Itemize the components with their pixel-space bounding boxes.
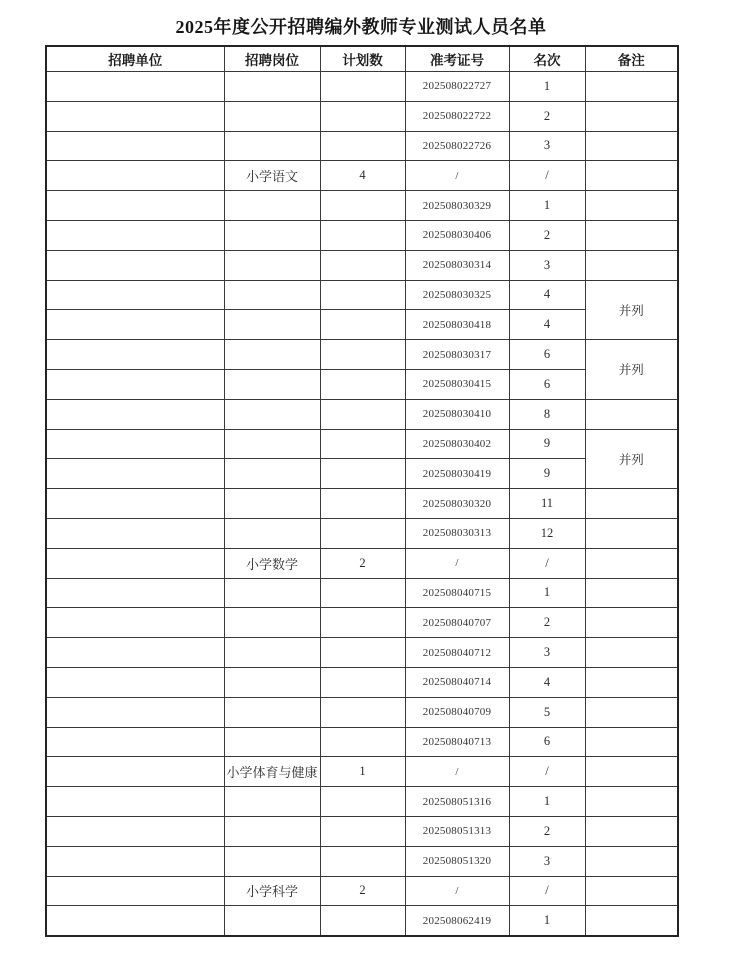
cell-rank: 11 bbox=[509, 489, 585, 519]
cell-rank: 5 bbox=[509, 697, 585, 727]
table-row bbox=[46, 667, 678, 697]
table-row bbox=[46, 608, 678, 638]
cell-position bbox=[224, 369, 320, 399]
cell-plan bbox=[320, 369, 405, 399]
table-row bbox=[46, 340, 678, 370]
cell-rank: 9 bbox=[509, 459, 585, 489]
cell-ticket: 202508022727 bbox=[405, 72, 509, 102]
cell-plan bbox=[320, 340, 405, 370]
cell-ticket: 202508051316 bbox=[405, 787, 509, 817]
cell-plan bbox=[320, 220, 405, 250]
cell-rank: 1 bbox=[509, 578, 585, 608]
page-title: 2025年度公开招聘编外教师专业测试人员名单 bbox=[175, 17, 547, 37]
cell-plan: 1 bbox=[320, 757, 405, 787]
table-row bbox=[46, 906, 678, 936]
cell-plan bbox=[320, 72, 405, 102]
cell-position bbox=[224, 727, 320, 757]
cell-rank: 3 bbox=[509, 846, 585, 876]
cell-plan: 2 bbox=[320, 548, 405, 578]
cell-remark bbox=[585, 578, 678, 608]
header-unit: 招聘单位 bbox=[46, 46, 224, 72]
cell-rank: 1 bbox=[509, 72, 585, 102]
cell-ticket: 202508030419 bbox=[405, 459, 509, 489]
table-row bbox=[46, 161, 678, 191]
cell-plan bbox=[320, 280, 405, 310]
cell-rank: 1 bbox=[509, 906, 585, 936]
cell-unit bbox=[46, 161, 224, 191]
header-remark: 备注 bbox=[585, 46, 678, 72]
cell-plan bbox=[320, 667, 405, 697]
roster-table bbox=[45, 45, 679, 937]
cell-rank: / bbox=[509, 757, 585, 787]
cell-ticket: 202508030325 bbox=[405, 280, 509, 310]
cell-position bbox=[224, 250, 320, 280]
cell-remark bbox=[585, 787, 678, 817]
cell-plan bbox=[320, 250, 405, 280]
table-row bbox=[46, 310, 678, 340]
cell-plan: 2 bbox=[320, 876, 405, 906]
cell-rank: 4 bbox=[509, 667, 585, 697]
table-row bbox=[46, 816, 678, 846]
table-row bbox=[46, 369, 678, 399]
cell-remark bbox=[585, 489, 678, 519]
cell-plan bbox=[320, 429, 405, 459]
cell-rank: 2 bbox=[509, 220, 585, 250]
cell-position bbox=[224, 220, 320, 250]
cell-ticket: 202508040712 bbox=[405, 638, 509, 668]
table-row bbox=[46, 727, 678, 757]
table-row bbox=[46, 220, 678, 250]
cell-unit bbox=[46, 340, 224, 370]
cell-ticket: / bbox=[405, 757, 509, 787]
cell-plan bbox=[320, 697, 405, 727]
cell-position bbox=[224, 191, 320, 221]
cell-unit bbox=[46, 667, 224, 697]
header-ticket: 准考证号 bbox=[405, 46, 509, 72]
cell-remark bbox=[585, 518, 678, 548]
cell-position bbox=[224, 787, 320, 817]
cell-ticket: 202508022726 bbox=[405, 131, 509, 161]
cell-ticket: / bbox=[405, 876, 509, 906]
cell-position bbox=[224, 906, 320, 936]
cell-ticket: 202508062419 bbox=[405, 906, 509, 936]
cell-plan bbox=[320, 578, 405, 608]
cell-remark bbox=[585, 697, 678, 727]
cell-ticket: 202508040709 bbox=[405, 697, 509, 727]
cell-ticket: 202508030320 bbox=[405, 489, 509, 519]
table-row bbox=[46, 429, 678, 459]
cell-unit bbox=[46, 459, 224, 489]
cell-ticket: 202508030415 bbox=[405, 369, 509, 399]
cell-remark: 并列 bbox=[585, 280, 678, 340]
table-row bbox=[46, 518, 678, 548]
cell-position: 小学数学 bbox=[224, 548, 320, 578]
cell-ticket: 202508022722 bbox=[405, 101, 509, 131]
cell-rank: 6 bbox=[509, 727, 585, 757]
table-row bbox=[46, 131, 678, 161]
cell-remark bbox=[585, 876, 678, 906]
cell-remark bbox=[585, 72, 678, 102]
cell-remark bbox=[585, 757, 678, 787]
cell-unit bbox=[46, 220, 224, 250]
cell-position bbox=[224, 846, 320, 876]
table-row bbox=[46, 399, 678, 429]
cell-position bbox=[224, 340, 320, 370]
cell-unit bbox=[46, 280, 224, 310]
table-body bbox=[46, 72, 678, 937]
cell-position bbox=[224, 518, 320, 548]
cell-rank: 12 bbox=[509, 518, 585, 548]
cell-rank: 2 bbox=[509, 101, 585, 131]
header-rank: 名次 bbox=[509, 46, 585, 72]
header-plan: 计划数 bbox=[320, 46, 405, 72]
cell-unit bbox=[46, 727, 224, 757]
cell-unit bbox=[46, 876, 224, 906]
cell-unit bbox=[46, 101, 224, 131]
cell-remark bbox=[585, 846, 678, 876]
cell-position: 小学体育与健康 bbox=[224, 757, 320, 787]
cell-position bbox=[224, 667, 320, 697]
cell-unit bbox=[46, 846, 224, 876]
cell-ticket: / bbox=[405, 548, 509, 578]
table-row bbox=[46, 578, 678, 608]
cell-position: 小学科学 bbox=[224, 876, 320, 906]
cell-remark bbox=[585, 131, 678, 161]
cell-unit bbox=[46, 399, 224, 429]
cell-remark bbox=[585, 101, 678, 131]
cell-remark bbox=[585, 220, 678, 250]
cell-ticket: 202508030313 bbox=[405, 518, 509, 548]
table-row bbox=[46, 787, 678, 817]
cell-remark bbox=[585, 191, 678, 221]
cell-unit bbox=[46, 548, 224, 578]
table-row bbox=[46, 548, 678, 578]
cell-ticket: 202508051320 bbox=[405, 846, 509, 876]
cell-plan bbox=[320, 310, 405, 340]
cell-ticket: 202508040715 bbox=[405, 578, 509, 608]
cell-position bbox=[224, 697, 320, 727]
cell-ticket: 202508040714 bbox=[405, 667, 509, 697]
cell-position bbox=[224, 399, 320, 429]
cell-unit bbox=[46, 578, 224, 608]
cell-position: 小学语文 bbox=[224, 161, 320, 191]
table-row bbox=[46, 757, 678, 787]
cell-remark: 并列 bbox=[585, 340, 678, 400]
cell-remark bbox=[585, 161, 678, 191]
cell-plan bbox=[320, 906, 405, 936]
table-row bbox=[46, 489, 678, 519]
cell-rank: / bbox=[509, 876, 585, 906]
cell-plan bbox=[320, 191, 405, 221]
cell-position bbox=[224, 72, 320, 102]
cell-rank: 3 bbox=[509, 131, 585, 161]
table-row bbox=[46, 876, 678, 906]
cell-plan bbox=[320, 489, 405, 519]
cell-unit bbox=[46, 72, 224, 102]
cell-position bbox=[224, 101, 320, 131]
cell-plan bbox=[320, 846, 405, 876]
cell-ticket: 202508030317 bbox=[405, 340, 509, 370]
cell-plan: 4 bbox=[320, 161, 405, 191]
cell-position bbox=[224, 310, 320, 340]
cell-rank: 1 bbox=[509, 787, 585, 817]
cell-rank: 8 bbox=[509, 399, 585, 429]
cell-remark bbox=[585, 548, 678, 578]
table-row bbox=[46, 72, 678, 102]
cell-ticket: 202508030418 bbox=[405, 310, 509, 340]
cell-unit bbox=[46, 608, 224, 638]
table-row bbox=[46, 280, 678, 310]
cell-unit bbox=[46, 638, 224, 668]
cell-unit bbox=[46, 906, 224, 936]
cell-unit bbox=[46, 310, 224, 340]
cell-unit bbox=[46, 697, 224, 727]
header-row bbox=[46, 46, 678, 72]
cell-ticket: 202508051313 bbox=[405, 816, 509, 846]
cell-ticket: 202508040713 bbox=[405, 727, 509, 757]
cell-rank: 3 bbox=[509, 638, 585, 668]
cell-position bbox=[224, 578, 320, 608]
cell-rank: 4 bbox=[509, 310, 585, 340]
cell-plan bbox=[320, 787, 405, 817]
cell-rank: 3 bbox=[509, 250, 585, 280]
cell-unit bbox=[46, 191, 224, 221]
cell-unit bbox=[46, 787, 224, 817]
table-row bbox=[46, 638, 678, 668]
cell-position bbox=[224, 816, 320, 846]
cell-unit bbox=[46, 489, 224, 519]
cell-unit bbox=[46, 816, 224, 846]
table-row bbox=[46, 697, 678, 727]
cell-remark bbox=[585, 667, 678, 697]
cell-plan bbox=[320, 727, 405, 757]
cell-remark: 并列 bbox=[585, 429, 678, 489]
table-row bbox=[46, 191, 678, 221]
cell-rank: 2 bbox=[509, 608, 585, 638]
cell-rank: / bbox=[509, 548, 585, 578]
cell-plan bbox=[320, 518, 405, 548]
table-row bbox=[46, 250, 678, 280]
cell-position bbox=[224, 459, 320, 489]
cell-position bbox=[224, 608, 320, 638]
cell-unit bbox=[46, 429, 224, 459]
table-row bbox=[46, 846, 678, 876]
cell-unit bbox=[46, 369, 224, 399]
cell-remark bbox=[585, 816, 678, 846]
cell-ticket: 202508030406 bbox=[405, 220, 509, 250]
cell-plan bbox=[320, 101, 405, 131]
cell-ticket: 202508030402 bbox=[405, 429, 509, 459]
cell-unit bbox=[46, 131, 224, 161]
cell-remark bbox=[585, 727, 678, 757]
cell-ticket: / bbox=[405, 161, 509, 191]
cell-ticket: 202508030329 bbox=[405, 191, 509, 221]
cell-unit bbox=[46, 250, 224, 280]
cell-plan bbox=[320, 399, 405, 429]
cell-ticket: 202508030314 bbox=[405, 250, 509, 280]
cell-ticket: 202508040707 bbox=[405, 608, 509, 638]
cell-position bbox=[224, 131, 320, 161]
cell-rank: 6 bbox=[509, 369, 585, 399]
cell-plan bbox=[320, 608, 405, 638]
cell-remark bbox=[585, 608, 678, 638]
cell-position bbox=[224, 638, 320, 668]
table-row bbox=[46, 459, 678, 489]
cell-rank: 1 bbox=[509, 191, 585, 221]
cell-rank: 9 bbox=[509, 429, 585, 459]
cell-position bbox=[224, 280, 320, 310]
cell-remark bbox=[585, 250, 678, 280]
cell-rank: 4 bbox=[509, 280, 585, 310]
cell-rank: 6 bbox=[509, 340, 585, 370]
header-position: 招聘岗位 bbox=[224, 46, 320, 72]
cell-plan bbox=[320, 816, 405, 846]
cell-rank: / bbox=[509, 161, 585, 191]
table-row bbox=[46, 101, 678, 131]
cell-unit bbox=[46, 518, 224, 548]
cell-rank: 2 bbox=[509, 816, 585, 846]
cell-remark bbox=[585, 638, 678, 668]
cell-unit bbox=[46, 757, 224, 787]
cell-position bbox=[224, 429, 320, 459]
cell-remark bbox=[585, 399, 678, 429]
cell-plan bbox=[320, 459, 405, 489]
cell-ticket: 202508030410 bbox=[405, 399, 509, 429]
cell-plan bbox=[320, 131, 405, 161]
cell-remark bbox=[585, 906, 678, 936]
cell-position bbox=[224, 489, 320, 519]
cell-plan bbox=[320, 638, 405, 668]
